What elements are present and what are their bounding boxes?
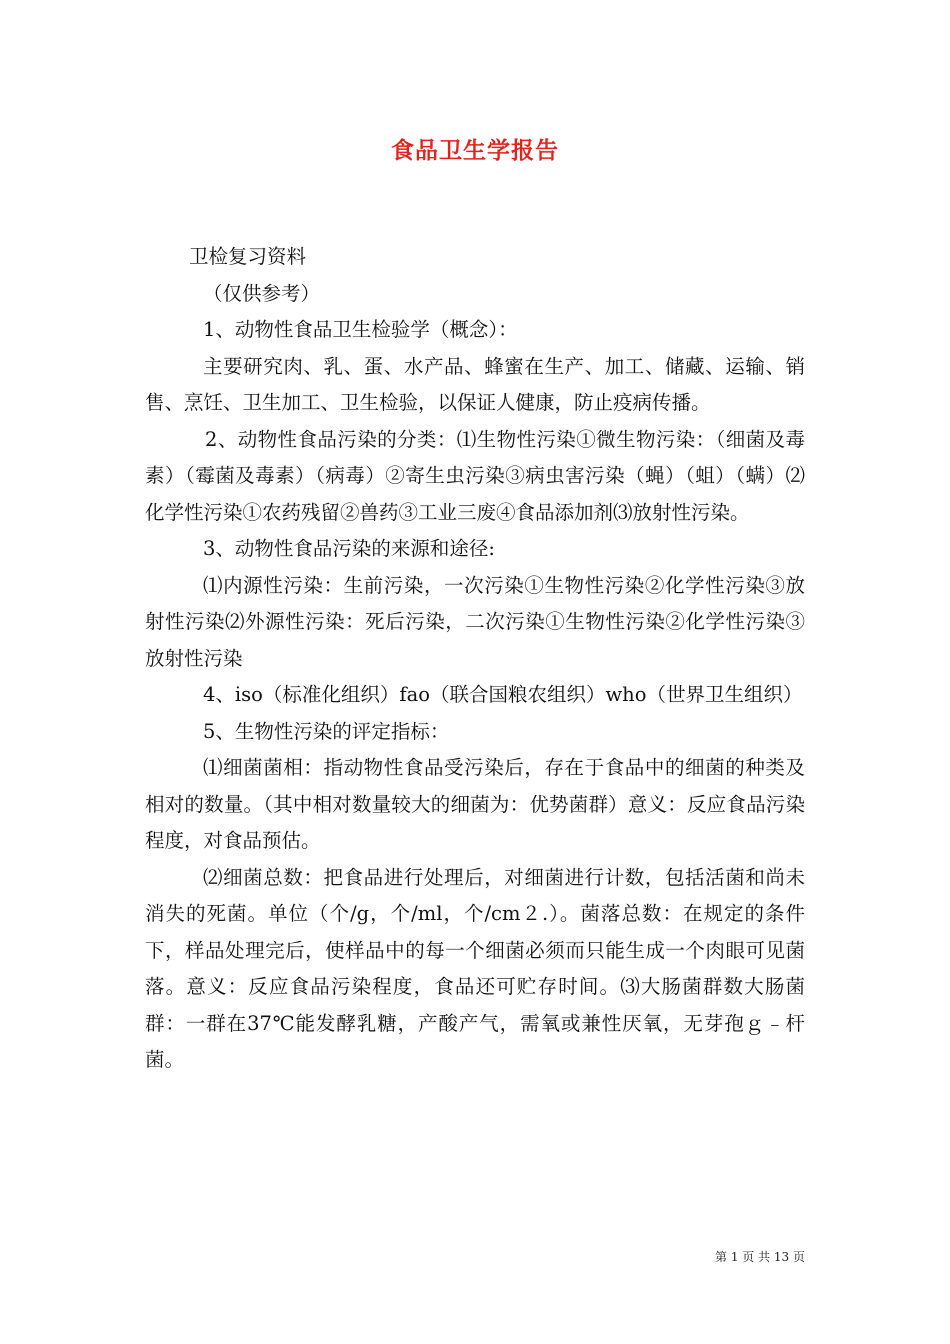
paragraph-section-1: 1、动物性食品卫生检验学（概念）： xyxy=(203,318,518,341)
document-body xyxy=(145,239,805,1079)
paragraph-subtitle: 卫检复习资料 xyxy=(189,245,307,268)
document-title: 食品卫生学报告 xyxy=(391,137,559,164)
paragraph-section-3: 3、动物性食品污染的来源和途径: xyxy=(203,537,495,560)
paragraph-section-2: 2、动物性食品污染的分类：⑴生物性污染①微生物污染：（细菌及毒素）（霉菌及毒素）（病毒）②寄生虫污染③病虫害污染（蝇）（蛆）（螨）⑵化学性污染①农药残留②兽药③工业三废④食品添加剂⑶放射性污染。 xyxy=(145,427,805,524)
paragraph-section-4: 4、iso（标准化组织）fao（联合国粮农组织）who（世界卫生组织） xyxy=(203,683,803,706)
paragraph-section-3-body: ⑴内源性污染：生前污染，一次污染①生物性污染②化学性污染③放射性污染⑵外源性污染：死后污染，二次污染①生物性污染②化学性污染③放射性污染 xyxy=(145,573,805,670)
page-number-footer: 第 1 页 共 13 页 xyxy=(715,1250,805,1264)
paragraph-section-5-item-1: ⑴细菌菌相：指动物性食品受污染后，存在于食品中的细菌的种类及相对的数量。（其中相对数量较大的细菌为：优势菌群）意义：反应食品污染程度，对食品预估。 xyxy=(145,756,805,852)
paragraph-section-5: 5、生物性污染的评定指标： xyxy=(203,719,450,743)
paragraph-section-5-item-2: ⑵细菌总数：把食品进行处理后，对细菌进行计数，包括活菌和尚未消失的死菌。单位（个/g，个/ml，个/cm２.）。菌落总数：在规定的条件下，样品处理完后，使样品中的每一个细菌必须而只能生成一个肉眼可见菌落。意义：反应食品污染程度，食品还可贮存时间。⑶大肠菌群数大肠菌群：一群在37℃能发酵乳糖，产酸产气，需氧或兼性厌氧，无芽孢ｇ﹣杆菌。 xyxy=(145,865,805,1071)
paragraph-note: （仅供参考） xyxy=(203,281,321,305)
paragraph-section-1-body: 主要研究肉、乳、蛋、水产品、蜂蜜在生产、加工、储藏、运输、销售、烹饪、卫生加工、卫生检验，以保证人健康，防止疫病传播。 xyxy=(145,354,805,414)
